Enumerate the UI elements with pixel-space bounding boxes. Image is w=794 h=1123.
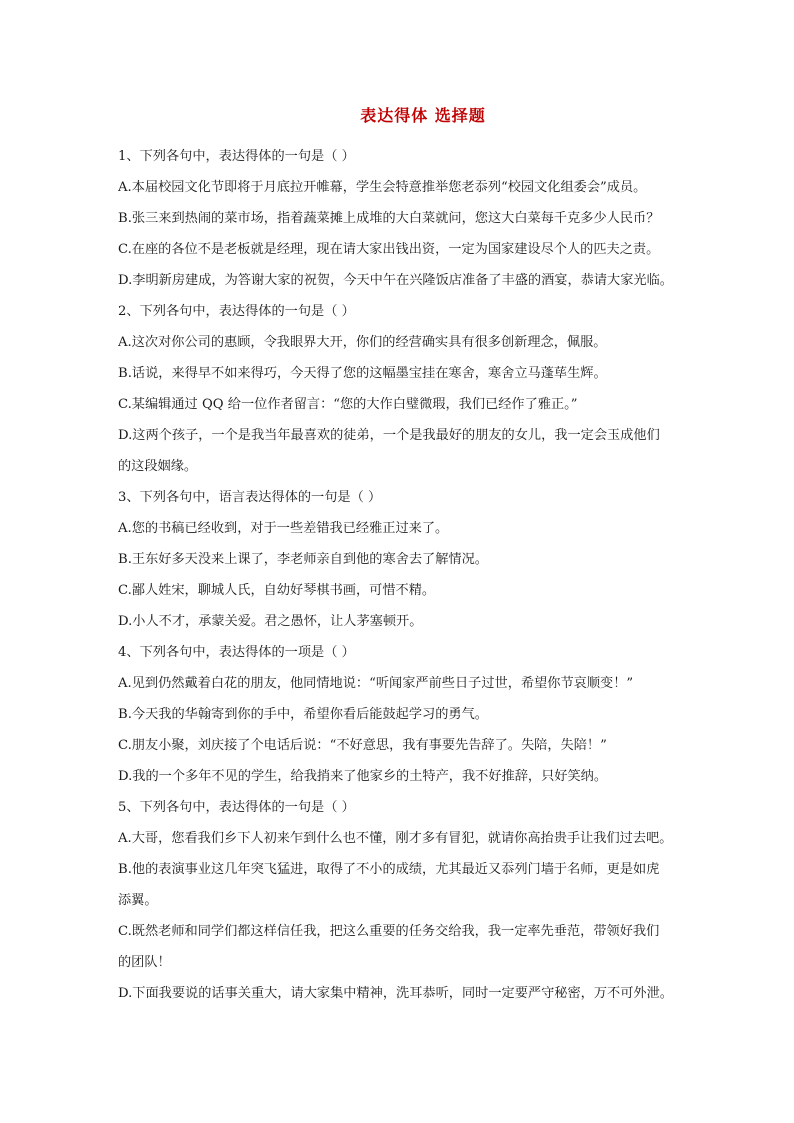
answer-option: B.他的表演事业这几年突飞猛进，取得了不小的成绩，尤其最近又忝列门墙于名师，更是如虎 [118,862,660,877]
answer-option: C.在座的各位不是老板就是经理，现在请大家出钱出资，一定为国家建设尽个人的匹夫之责。 [118,242,660,257]
answer-option-continuation: 添翼。 [118,893,158,908]
question-stem: 4、下列各句中，表达得体的一项是（ ） [118,645,355,660]
answer-option: D.小人不才，承蒙关爱。君之愚怀，让人茅塞顿开。 [118,614,423,629]
question-3 [118,482,694,637]
page-title: 表达得体 选择题 [360,106,486,125]
answer-option-continuation: 的团队！ [118,955,171,970]
question-4 [118,637,694,792]
question-stem: 2、下列各句中，表达得体的一句是（ ） [118,304,355,319]
answer-option: A.您的书稿已经收到，对于一些差错我已经雅正过来了。 [118,521,449,536]
answer-option-continuation: 的这段姻缘。 [118,459,198,474]
answer-option: A.大哥，您看我们乡下人初来乍到什么也不懂，刚才多有冒犯，就请你高抬贵手让我们过去吧。 [118,831,673,846]
answer-option: B.今天我的华翰寄到你的手中，希望你看后能鼓起学习的勇气。 [118,707,488,722]
answer-option: C.鄙人姓宋，聊城人氏，自幼好琴棋书画，可惜不精。 [118,583,436,598]
answer-option: D.李明新房建成，为答谢大家的祝贺，今天中午在兴隆饭店准备了丰盛的酒宴，恭请大家光临。 [118,273,673,288]
answer-option: A.见到仍然戴着白花的朋友，他同情地说：“听闻家严前些日子过世，希望你节哀顺变！” [118,676,634,691]
question-stem: 1、下列各句中，表达得体的一句是（ ） [118,149,355,164]
question-stem: 5、下列各句中，表达得体的一句是（ ） [118,800,355,815]
question-stem: 3、下列各句中，语言表达得体的一句是（ ） [118,490,382,505]
answer-option: C.某编辑通过 QQ 给一位作者留言：“您的大作白璧微瑕，我们已经作了雅正。” [118,397,578,412]
answer-option: C.既然老师和同学们都这样信任我，把这么重要的任务交给我，我一定率先垂范，带领好我们 [118,924,660,939]
answer-option: D.我的一个多年不见的学生，给我捎来了他家乡的土特产，我不好推辞，只好笑纳。 [118,769,608,784]
question-5 [118,792,694,1009]
question-list [118,141,694,1009]
answer-option: B.王东好多天没来上课了，李老师亲自到他的寒舍去了解情况。 [118,552,488,567]
answer-option: D.下面我要说的话事关重大，请大家集中精神，洗耳恭听，同时一定要严守秘密，万不可外泄。 [118,986,673,1001]
answer-option: A.本届校园文化节即将于月底拉开帷幕，学生会特意推举您老忝列“校园文化组委会”成员。 [118,180,647,195]
question-1 [118,141,694,296]
answer-option: B.张三来到热闹的菜市场，指着蔬菜摊上成堆的大白菜就问，您这大白菜每千克多少人民币？ [118,211,660,226]
answer-option: B.话说，来得早不如来得巧，今天得了您的这幅墨宝挂在寒舍，寒舍立马蓬荜生辉。 [118,366,607,381]
answer-option: C.朋友小聚，刘庆接了个电话后说：“不好意思，我有事要先告辞了。失陪，失陪！” [118,738,607,753]
answer-option: A.这次对你公司的惠顾，令我眼界大开，你们的经营确实具有很多创新理念，佩服。 [118,335,607,350]
question-2 [118,296,694,482]
answer-option: D.这两个孩子，一个是我当年最喜欢的徒弟，一个是我最好的朋友的女儿，我一定会玉成他们 [118,428,660,443]
